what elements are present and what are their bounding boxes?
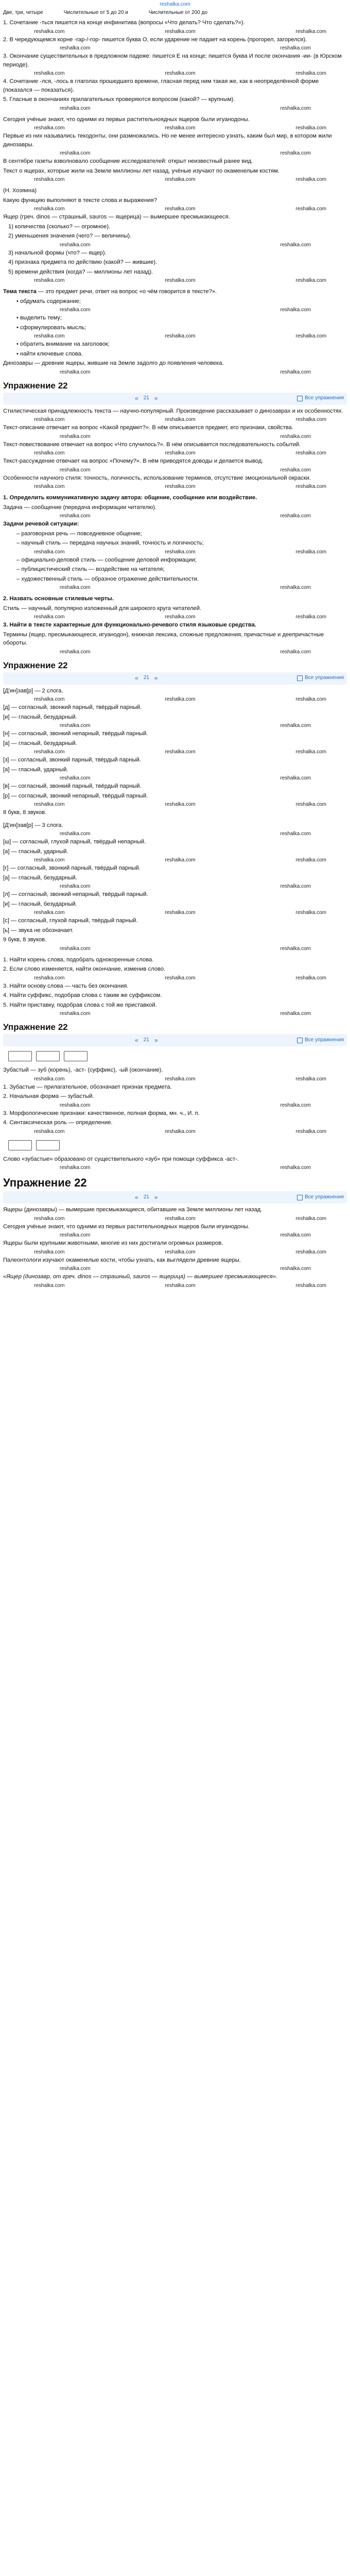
rules-block [3,956,347,1018]
scheme-box [36,1051,60,1061]
sound-item: [л] — согласный, звонкий непарный, твёрдый парный. [3,891,148,897]
watermark-row [3,1010,347,1018]
watermark: reshalka.com [60,1165,91,1171]
paragraph: Текст-описание отвечает на вопрос «Какой предмет?». В нём описывается предмет, его признаки, свойства. [3,425,293,431]
word-scheme [8,1048,347,1064]
list-item: – официально-деловой стиль — сообщение деловой информации; [3,556,347,565]
paragraph: 4. Синтаксическая роль — определение. [3,1120,113,1126]
paragraph: Ящеры были крупными животными, многие из них достигали огромных размеров. [3,1240,223,1246]
exercise-pager [135,394,158,403]
watermark-row [3,1215,347,1223]
watermark: reshalka.com [34,697,65,702]
site-link[interactable]: reshalka.com [160,2,190,7]
paragraph: 3. Морфологические признаки: качественное, полная форма, мн. ч., И. п. [3,1110,200,1116]
watermark-row [3,483,347,490]
prev-arrow-icon[interactable]: « [135,674,138,682]
watermark: reshalka.com [295,28,326,35]
watermark-row [3,105,347,112]
paragraph: Термины (ящер, пресмыкающееся, игуанодон), книжная лексика, сложные предложения, причастные и деепричастные обороты. [3,631,324,646]
watermark: reshalka.com [60,242,91,248]
prev-arrow-icon[interactable]: « [135,1193,138,1201]
watermark-row [3,1282,347,1290]
watermark-row [3,369,347,376]
rule-item: 1. Сочетание -ться пишется на конце инфинитива (вопросы «Что делать? Что сделать?»). [3,20,245,26]
exercise-title: Упражнение 22 [3,380,68,391]
watermark: reshalka.com [34,1249,65,1255]
watermark: reshalka.com [34,450,65,456]
watermark-row [3,333,347,340]
exercise-nav [3,672,347,685]
watermark-row [3,1076,347,1083]
watermark: reshalka.com [60,775,91,781]
exercise-title: Упражнение 22 [3,1176,87,1189]
watermark: reshalka.com [295,749,326,755]
watermark: reshalka.com [280,945,311,952]
paragraph: Сегодня учёные знают, что одними из первых растительноядных ящеров были игуанодоны. [3,1223,250,1230]
tasks-block [3,494,347,656]
next-arrow-icon[interactable]: » [154,1036,158,1044]
watermark-row [3,1249,347,1256]
sound-item: [р] — согласный, звонкий непарный, твёрдый парный. [3,792,148,799]
watermark: reshalka.com [165,1249,196,1255]
watermark-row [3,1164,347,1172]
watermark: reshalka.com [165,206,196,212]
all-exercises-label: Все упражнения [305,1194,344,1200]
watermark: reshalka.com [165,802,196,807]
scheme-box [8,1140,32,1150]
watermark: reshalka.com [60,884,91,889]
watermark: reshalka.com [295,614,326,620]
watermark: reshalka.com [60,307,91,313]
rule-item: 2. Если слово изменяется, найти окончание, изменив слово. [3,966,166,972]
paragraph: 2. Начальная форма — зубастый. [3,1093,94,1099]
all-exercises-link[interactable] [297,674,344,683]
watermark: reshalka.com [60,433,91,439]
sound-item: [а] — гласный, ударный. [3,766,68,773]
watermark-row [3,1265,347,1273]
sound-item: [н] — согласный, звонкий непарный, твёрдый парный. [3,731,148,737]
exercise-pager [135,1036,158,1045]
final-block [3,1206,347,1290]
watermark: reshalka.com [280,649,311,655]
watermark-row [3,909,347,917]
next-arrow-icon[interactable]: » [154,395,158,402]
paragraph: Текст-повествование отвечает на вопрос «Что случилось?». В нём описывается последовательность событий. [3,441,301,448]
exercise-nav [3,1191,347,1204]
watermark: reshalka.com [34,910,65,916]
watermark: reshalka.com [280,775,311,781]
watermark: reshalka.com [280,513,311,519]
paragraph: 8 букв, 8 звуков. [3,809,47,816]
watermark: reshalka.com [60,831,91,837]
sound-item: [ш] — согласный, глухой парный, твёрдый непарный. [3,839,146,845]
paragraph: Стиль — научный, популярно изложенный для широкого круга читателей. [3,605,202,612]
watermark-row [3,450,347,457]
list-item: – разговорная речь — повседневное общение; [3,530,347,538]
watermark: reshalka.com [280,1102,311,1108]
watermark: reshalka.com [165,749,196,755]
grid-icon [297,1038,303,1043]
watermark-row [3,831,347,838]
paragraph: Динозавры — древние ящеры, жившие на Земле задолго до появления человека. [3,360,224,366]
watermark: reshalka.com [60,649,91,655]
exercise-nav [3,1034,347,1046]
watermark: reshalka.com [34,417,65,422]
watermark: reshalka.com [295,857,326,863]
watermark: reshalka.com [34,333,65,339]
paragraph: Какую функцию выполняют в тексте слова и выражения? [3,197,157,204]
rule-item: 5. Гласные в окончаниях прилагательных проверяются вопросом (какой? — крупным). [3,96,235,103]
watermark: reshalka.com [34,484,65,489]
list-item: 5) времени действия (когда? — миллионы лет назад). [8,268,153,275]
meta-row [3,8,347,19]
task-heading: 2. Назвать основные стилевые черты. [3,596,114,602]
watermark: reshalka.com [34,1215,65,1222]
morph-block [3,1048,347,1172]
watermark-row [3,433,347,440]
watermark: reshalka.com [34,278,65,283]
rule-item: 3. Окончание существительных в предложном падеже: пишется Е на конце; пишется буква И после окончания -ии- (в Юрском периоде). [3,53,342,68]
paragraph: 1. Зубастые — прилагательное, обозначает признак предмета. [3,1083,172,1090]
watermark: reshalka.com [60,1232,91,1238]
rule-item: 5. Найти приставку, подобрав слова с той же приставкой. [3,1002,157,1008]
watermark-row [3,614,347,621]
next-arrow-icon[interactable]: » [154,674,158,682]
watermark-row [3,696,347,703]
watermark: reshalka.com [60,467,91,473]
rule-item: 2. В чередующемся корне -гар-/-гор- пишется буква О, если ударение не падает на корень (прогорел, загорелся). [3,36,307,43]
watermark-row [3,801,347,808]
watermark: reshalka.com [165,484,196,489]
list-item: 3) начальной формы (что? — ящер). [8,249,107,256]
watermark: reshalka.com [280,1232,311,1238]
task-heading: Задачи речевой ситуации: [3,521,79,527]
watermark: reshalka.com [295,125,326,131]
watermark: reshalka.com [280,433,311,439]
watermark: reshalka.com [165,910,196,916]
paragraph: В сентябре газеты взволновало сообщение исследователей: открыт неизвестный ранее вид. [3,158,253,164]
sound-item: [д] — согласный, звонкий парный, твёрдый парный. [3,704,142,710]
watermark: reshalka.com [280,831,311,837]
rule-item: 4. Найти суффикс, подобрав слова с таким же суффиксом. [3,992,162,998]
paragraph: Задача — сообщение (передача информации читателю). [3,504,157,511]
watermark: reshalka.com [60,105,91,111]
list-item: • обратить внимание на заголовок; [3,340,347,349]
paragraph: [Д'ин]зав[р] — 2 слога. [3,687,63,694]
exercise-number: 21 [143,1194,149,1200]
list-item: • выделить тему; [3,314,347,323]
meta-item: Две, три, четыре [3,10,43,15]
watermark: reshalka.com [34,975,65,981]
watermark: reshalka.com [295,333,326,339]
scheme-box [64,1051,87,1061]
watermark: reshalka.com [165,697,196,702]
watermark: reshalka.com [280,105,311,111]
watermark-row [3,1232,347,1239]
watermark-row [3,549,347,556]
list-item: – научный стиль — передача научных знаний, точность и логичность; [3,539,347,548]
exercise-number: 21 [143,675,149,681]
rule-item: 1. Найти корень слова, подобрать однокоренные слова. [3,956,154,963]
list-item: 4) признака предмета по действию (какой? — жившие). [8,259,157,265]
next-arrow-icon[interactable]: » [154,1193,158,1201]
task-heading: 3. Найти в тексте характерные для функционально-речевого стиля языковые средства. [3,622,256,628]
watermark: reshalka.com [165,333,196,339]
list-item: • найти ключевые слова. [3,350,347,359]
prev-arrow-icon[interactable]: « [135,395,138,402]
watermark: reshalka.com [165,549,196,555]
exercise-number: 21 [143,395,149,401]
sound-item: [и] — гласный, безударный. [3,901,77,907]
watermark-row [3,176,347,183]
watermark-row [3,513,347,520]
watermark: reshalka.com [280,369,311,375]
watermark: reshalka.com [165,1128,196,1134]
paragraph: 9 букв, 8 звуков. [3,937,47,943]
watermark: reshalka.com [280,1165,311,1171]
text-block [3,115,347,184]
exercise-pager [135,674,158,683]
paragraph: (Н. Хозяина) [3,188,37,194]
watermark-row [3,70,347,77]
watermark: reshalka.com [295,549,326,555]
watermark: reshalka.com [295,1128,326,1134]
paragraph: Ящер (греч. dinos — страшный, sauros — ящерица) — вымершее пресмыкающееся. [3,214,230,220]
watermark: reshalka.com [165,857,196,863]
scheme-box [36,1140,60,1150]
watermark: reshalka.com [165,1215,196,1222]
watermark-row [3,150,347,157]
sound-item: [и] — гласный, безударный. [3,714,77,720]
watermark: reshalka.com [165,1282,196,1289]
watermark: reshalka.com [34,71,65,76]
watermark: reshalka.com [34,28,65,35]
list-item: 2) уменьшения значения (чего? — величины). [8,233,132,239]
watermark: reshalka.com [60,585,91,590]
watermark: reshalka.com [34,206,65,212]
paragraph: Ящеры (динозавры) — вымершие пресмыкающиеся, обитавшие на Земле миллионы лет назад. [3,1207,262,1213]
list-item: – публицистический стиль — воздействие на читателя; [3,565,347,574]
grid-icon [297,396,303,401]
watermark: reshalka.com [280,723,311,728]
list-item: • сформулировать мысль; [3,324,347,332]
all-exercises-link[interactable] [297,394,344,403]
watermark: reshalka.com [295,177,326,182]
watermark-row [3,584,347,591]
watermark-row [3,775,347,782]
watermark: reshalka.com [295,1215,326,1222]
sound-item: [а] — гласный, безударный. [3,874,77,881]
rules-list [3,19,347,112]
watermark: reshalka.com [295,278,326,283]
watermark: reshalka.com [295,910,326,916]
watermark: reshalka.com [165,278,196,283]
list-item: – художественный стиль — образное отражение действительности. [3,575,347,584]
exercise-title: Упражнение 22 [3,660,68,670]
watermark: reshalka.com [60,945,91,952]
sound-item: [ь] — звука не обозначает. [3,927,74,934]
all-exercises-label: Все упражнения [305,395,344,401]
watermark: reshalka.com [280,242,311,248]
watermark: reshalka.com [60,723,91,728]
watermark: reshalka.com [280,585,311,590]
watermark-row [3,467,347,474]
paragraph: Текст-рассуждение отвечает на вопрос «Почему?». В нём приводятся доводы и делается вывод. [3,458,264,464]
watermark: reshalka.com [295,417,326,422]
watermark-row [3,749,347,756]
watermark: reshalka.com [34,1128,65,1134]
watermark: reshalka.com [295,450,326,456]
watermark-row [3,125,347,132]
paragraph: Первые из них назывались текодонты, они размножались. Но не менее интересно узнать, каким был мир, в котором жили динозавры. [3,133,332,148]
exercise-number: 21 [143,1037,149,1043]
meta-item: Числительные от 200 до [148,10,207,15]
watermark: reshalka.com [295,802,326,807]
watermark-row [3,857,347,864]
watermark: reshalka.com [280,1011,311,1016]
list-item: • обдумать содержание; [3,297,347,306]
meta-questions [3,187,347,284]
exercise-title: Упражнение 22 [3,1022,68,1032]
paragraph: [Д'ин]зав[р] — 3 слога. [3,822,63,828]
watermark: reshalka.com [280,884,311,889]
quote: «Ящер (динозавр, от греч. dinos — страшный, sauros — ящерица) — вымершее пресмыкающееся». [3,1274,278,1280]
watermark: reshalka.com [165,28,196,35]
watermark: reshalka.com [295,1249,326,1255]
rule-item: 3. Найти основу слова — часть без окончания. [3,982,129,989]
watermark: reshalka.com [165,71,196,76]
style-notes [3,287,347,376]
paragraph: Палеонтологи изучают окаменелые кости, чтобы узнать, как выглядели древние ящеры. [3,1257,241,1263]
paragraph: Сегодня учёные знают, что одними из первых растительноядных ящеров были игуанодоны. [3,116,250,123]
watermark: reshalka.com [34,857,65,863]
watermark: reshalka.com [34,1076,65,1082]
watermark: reshalka.com [165,975,196,981]
watermark-row [3,1102,347,1109]
watermark: reshalka.com [280,45,311,51]
watermark: reshalka.com [60,45,91,51]
watermark: reshalka.com [60,150,91,156]
phonetics-block [3,687,347,953]
watermark: reshalka.com [165,125,196,131]
watermark-row [3,28,347,36]
sound-item: [з] — согласный, звонкий парный, твёрдый парный. [3,757,141,763]
grid-icon [297,675,303,681]
watermark-row [3,649,347,656]
watermark-row [3,1128,347,1136]
watermark: reshalka.com [165,614,196,620]
all-exercises-link[interactable] [297,1193,344,1202]
sound-item: [а] — гласный, ударный. [3,848,68,855]
watermark: reshalka.com [295,206,326,212]
watermark-row [3,307,347,314]
watermark: reshalka.com [34,614,65,620]
meta-item: Числительные от 5 до 20 и [63,10,128,15]
watermark: reshalka.com [280,150,311,156]
watermark: reshalka.com [165,417,196,422]
grid-icon [297,1195,303,1200]
watermark: reshalka.com [280,307,311,313]
watermark-row [3,416,347,423]
all-exercises-label: Все упражнения [305,675,344,681]
rule-item: 4. Сочетание -лся, -лось в глаголах прошедшего времени, гласная перед ним такая же, как в неопределённой форме (показался — показаться). [3,78,319,93]
paragraph [3,287,347,296]
watermark: reshalka.com [34,177,65,182]
watermark-row [3,945,347,953]
sound-item: [г] — согласный, звонкий парный, твёрдый парный. [3,865,141,871]
sound-item: [с] — согласный, глухой парный, твёрдый парный. [3,918,138,924]
definition: — это предмет речи, ответ на вопрос «о чём говорится в тексте?». [38,289,217,295]
watermark-row [3,206,347,213]
watermark-row [3,883,347,890]
watermark: reshalka.com [295,697,326,702]
analysis-block [3,407,347,491]
watermark: reshalka.com [165,450,196,456]
watermark: reshalka.com [60,1102,91,1108]
watermark: reshalka.com [34,125,65,131]
watermark: reshalka.com [165,177,196,182]
prev-arrow-icon[interactable]: « [135,1036,138,1044]
word-scheme [8,1138,347,1153]
watermark: reshalka.com [34,749,65,755]
watermark: reshalka.com [60,1011,91,1016]
paragraph: Текст о ящерах, которые жили на Земле миллионы лет назад, учёные изучают по окаменелым костям. [3,167,280,174]
watermark-row [3,722,347,730]
list-item: 1) количества (сколько? — огромное). [8,223,111,230]
watermark: reshalka.com [165,1076,196,1082]
paragraph: Зубастый — зуб (корень), -аст- (суффикс), -ый (окончание). [3,1067,163,1073]
paragraph: Стилистическая принадлежность текста — научно-популярный. Произведение рассказывает о динозаврах и их особенностях. [3,408,343,414]
task-heading: 1. Определить коммуникативную задачу автора: общение, сообщение или воздействие. [3,495,257,501]
watermark: reshalka.com [295,484,326,489]
watermark: reshalka.com [295,1282,326,1289]
watermark: reshalka.com [295,71,326,76]
watermark-row [3,45,347,52]
watermark: reshalka.com [295,975,326,981]
term: Тема текста [3,289,37,295]
scheme-box [8,1051,32,1061]
all-exercises-link[interactable] [297,1036,344,1045]
watermark: reshalka.com [34,1282,65,1289]
paragraph: Особенности научного стиля: точность, логичность, использование терминов, отсутствие эмоциональной окраски. [3,474,311,481]
watermark-row [3,277,347,284]
watermark: reshalka.com [60,513,91,519]
watermark: reshalka.com [295,1076,326,1082]
watermark: reshalka.com [34,802,65,807]
watermark: reshalka.com [280,1266,311,1272]
all-exercises-label: Все упражнения [305,1037,344,1043]
paragraph: Слово «зубастые» образовано от существительного «зуб» при помощи суффикса -аст-. [3,1156,239,1162]
watermark: reshalka.com [280,467,311,473]
watermark: reshalka.com [60,1266,91,1272]
watermark: reshalka.com [60,369,91,375]
watermark-row [3,975,347,982]
sound-item: [а] — гласный, безударный. [3,740,77,747]
exercise-nav [3,393,347,405]
watermark-row [3,242,347,249]
exercise-pager [135,1193,158,1202]
watermark: reshalka.com [34,549,65,555]
sound-item: [в] — согласный, звонкий парный, твёрдый парный. [3,783,142,789]
